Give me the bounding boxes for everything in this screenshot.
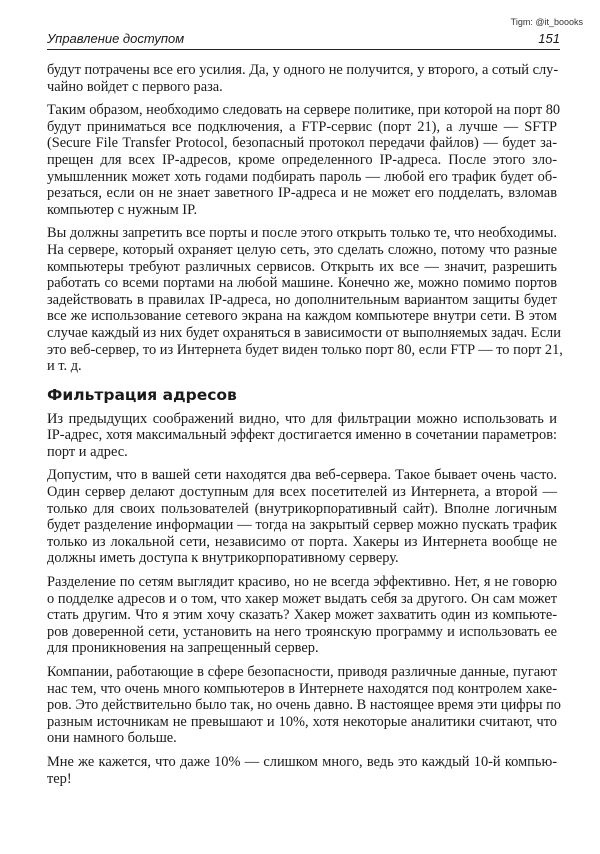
text-line: только для своих пользователей (внутрикорпоративный сайт). Вполне логичным [47, 500, 557, 517]
text-line: Допустим, что в вашей сети находятся два веб-сервера. Такое бывает очень часто. [47, 467, 557, 484]
paragraph [47, 225, 563, 375]
section-heading: Фильтрация адресов [47, 385, 237, 404]
text-line: должны иметь доступа к внутрикорпоративному серверу. [47, 550, 399, 567]
paragraph [47, 62, 557, 95]
text-line: На сервере, который охраняет целую сеть, это сделать сложно, потому что разные [47, 241, 557, 258]
paragraph [47, 574, 557, 657]
text-line: резаться, если он не знает заветного IP-адреса и не может его подделать, взломав [47, 185, 557, 202]
text-line: Вы должны запретить все порты и после этого открыть только те, что необходимы. [47, 225, 557, 242]
text-line: стать другим. Что я этим хочу сказать? Хакер может захватить один из компьюте- [47, 607, 557, 624]
paragraph [47, 467, 557, 567]
text-line: (Secure File Transfer Protocol, безопасный протокол передачи файлов) — будет за- [47, 135, 557, 152]
text-line: Мне же кажется, что даже 10% — слишком много, ведь это каждый 10-й компью- [47, 753, 557, 770]
text-line: порт и адрес. [47, 443, 128, 460]
text-line: Таким образом, необходимо следовать на сервере политике, при которой на порт 80 [47, 102, 561, 119]
watermark: Tigm: @it_boooks [510, 17, 583, 27]
paragraph [47, 664, 561, 747]
text-line: тер! [47, 770, 72, 787]
text-line: умышленник может хоть годами подбирать пароль — любой его трафик будет об- [47, 168, 557, 185]
text-line: они намного больше. [47, 730, 177, 747]
text-line: о подделке адресов и о том, что хакер может выдать себя за другого. Он сам может [47, 590, 557, 607]
text-line: все же использование сетевого экрана на каждом компьютере внутри сети. В этом [47, 308, 557, 325]
text-line: нас тем, что очень много компьютеров в Интернете находятся под контролем хаке- [47, 680, 557, 697]
text-line: Компании, работающие в сфере безопасности, приводя различные данные, пугают [47, 664, 557, 680]
text-line: будут приниматься все подключения, а FTP-сервис (порт 21), а лучше — SFTP [47, 118, 557, 135]
paragraph [47, 102, 561, 218]
text-line: Один сервер делают доступным для всех посетителей из Интернета, а второй — [47, 484, 557, 501]
text-line: компьютеры требуют различных сервисов. Открыть их все — значит, разрешить [47, 258, 557, 275]
text-line: работать со всеми портами на любой машине. Конечно же, можно помимо портов [47, 275, 557, 292]
running-header [47, 29, 560, 50]
text-line: задействовать в правилах IP-адреса, но дополнительным вариантом защиты будет [47, 291, 557, 308]
text-line: ров доверенной сети, установить на него троянскую программу и использовать ее [47, 623, 557, 640]
chapter-title: Управление доступом [47, 31, 185, 46]
text-line: компьютер с нужным IP. [47, 201, 198, 218]
text-line: прещен для всех IP-адресов, кроме определенного IP-адреса. После этого зло- [47, 151, 557, 168]
text-line: Из предыдущих соображений видно, что для фильтрации можно использовать и [47, 410, 557, 427]
text-line: только из локальной сети, независимо от порта. Хакеры из Интернета вообще не [47, 533, 557, 550]
text-line: это веб-сервер, то из Интернета будет виден только порт 80, если FTP — то порт 21, [47, 341, 563, 358]
text-line: Разделение по сетям выглядит красиво, но не всегда эффективно. Нет, я не говорю [47, 574, 557, 591]
text-line: для проникновения на запрещенный сервер. [47, 640, 319, 657]
text-line: ров. Это действительно было так, но очень давно. В настоящее время эти цифры по [47, 697, 561, 714]
page-number: 151 [538, 31, 560, 46]
page-body [47, 62, 563, 794]
text-line: будет разделение информации — тогда на закрытый сервер можно пускать трафик [47, 517, 557, 534]
text-line: будут потрачены все его усилия. Да, у одного не получится, у второго, а сотый слу- [47, 62, 559, 78]
text-line: чайно войдет с первого раза. [47, 78, 223, 95]
text-line: разным источникам не превышают и 10%, хотя некоторые аналитики считают, что [47, 713, 557, 730]
text-line: IP-адрес, хотя максимальный эффект достигается именно в сочетании параметров: [47, 427, 557, 444]
text-line: и т. д. [47, 358, 82, 375]
paragraph [47, 754, 557, 787]
text-line: случае каждый из них будет охраняться в зависимости от выполняемых задач. Если [47, 324, 561, 341]
paragraph [47, 411, 557, 461]
